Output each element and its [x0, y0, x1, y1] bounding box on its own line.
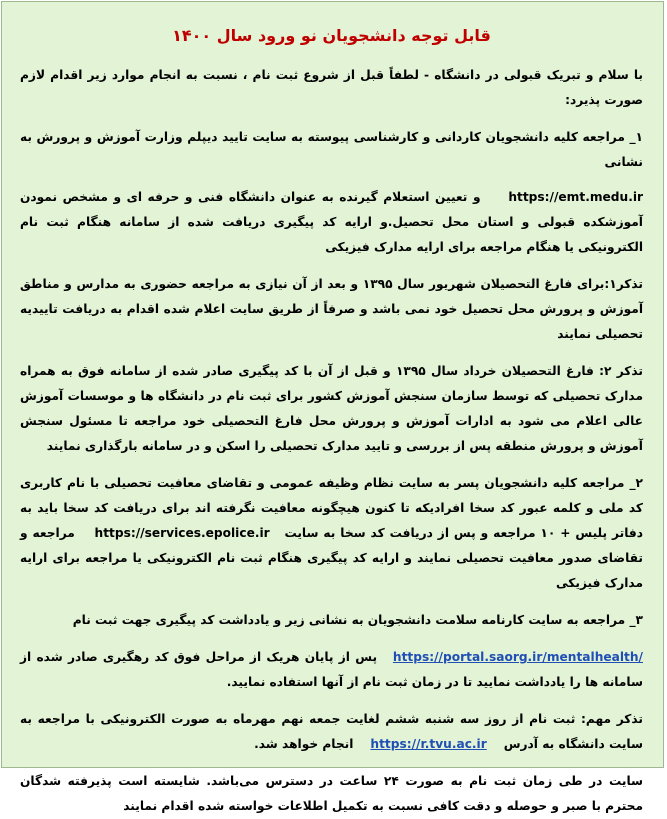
intro-paragraph: با سلام و تبریک قبولی در دانشگاه - لطفاً قبل از شروع ثبت نام ، نسبت به انجام موارد زیر اقدام لازم صورت پذیرد:	[20, 68, 643, 107]
announcement-panel	[1, 1, 664, 813]
important-after: انجام خواهد شد.	[254, 737, 354, 751]
item2-before: ۲_ مراجعه کلیه دانشجویان پسر به سایت نظام وظیفه عمومی و تقاضای معافیت تحصیلی با نام کاربری کد ملی و کلمه عبور کد سخا افرادیکه تا کنون هیچگونه معافیت نگرفته اند برای دریافت کد سخا باید به دفاتر پلیس + ۱۰ مراجعه و پس از دریافت کد سخا به سایت	[20, 476, 643, 540]
item3b-paragraph	[20, 645, 643, 695]
note2-paragraph: تذکر ۲: فارغ التحصیلان خرداد سال ۱۳۹۵ و قبل از آن با کد پیگیری صادر شده از سامانه فوق به همراه مدارک تحصیلی که توسط سازمان سنجش آموزش کشور برای ثبت نام در دانشگاه ها و موسسات آموزش عالی اعلام می شود به ادارات آموزش و پرورش محل فارغ التحصیلی خود مراجعه تا مسئول سنجش آموزش و پرورش منطقه پس از بررسی و تایید مدارک تحصیلی را اسکن و در سامانه بارگذاری نمایند	[20, 364, 643, 453]
epolice-url[interactable]: https://services.epolice.ir	[94, 526, 270, 540]
emt-url[interactable]: https://emt.medu.ir	[508, 190, 644, 204]
mentalhealth-link[interactable]: https://portal.saorg.ir/mentalhealth/	[392, 650, 643, 664]
item1-rest: و تعیین استعلام گیرنده به عنوان دانشگاه فنی و حرفه ای و مشخص نمودن آموزشکده قبولی و استان محل تحصیل.و ارایه کد پیگیری دریافت شده از سامانه هنگام ثبت نام الکترونیکی یا هنگام مراجعه برای ارایه مدارک فیزیکی	[20, 190, 643, 254]
item2-after: مراجعه و تقاضای صدور معافیت تحصیلی نمایند و ارایه کد پیگیری هنگام ثبت نام الکترونیکی یا مراجعه برای ارایه مدارک فیزیکی	[20, 526, 643, 590]
item3b-text: پس از پایان هریک از مراحل فوق کد رهگیری صادر شده از سامانه ها را یادداشت نمایید تا در زمان ثبت نام از آنها استفاده نمایید.	[20, 650, 643, 689]
item1-line1: ۱_ مراجعه کلیه دانشجویان کاردانی و کارشناسی پیوسته به سایت تایید دیپلم وزارت آموزش و پرورش به نشانی	[20, 130, 643, 169]
item3-paragraph: ۳_ مراجعه به سایت کارنامه سلامت دانشجویان به نشانی زیر و یادداشت کد پیگیری جهت ثبت نام	[72, 613, 643, 627]
item1-continued	[20, 185, 643, 260]
tvu-link[interactable]: https://r.tvu.ac.ir	[370, 737, 487, 751]
important-before: تذکر مهم: ثبت نام از روز سه شنبه ششم لغایت جمعه نهم مهرماه به صورت الکترونیکی با مراجعه به سایت دانشگاه به آدرس	[20, 712, 643, 751]
item1-paragraph	[20, 125, 643, 175]
closing-paragraph: سایت در طی زمان ثبت نام به صورت ۲۴ ساعت در دسترس می‌باشد. شایسته است پذیرفته شدگان محترم با صبر و حوصله و دقت کافی نسبت به تکمیل اطلاعات خواسته شده اقدام نمایند	[20, 774, 644, 813]
note1-paragraph: تذکر۱:برای فارغ التحصیلان شهریور سال ۱۳۹۵ و بعد از آن نیازی به مراجعه حضوری به مدارس و مناطق آموزش و پرورش محل تحصیل خود نمی باشد و صرفاً از طریق سایت اعلام شده اقدام به دریافت تاییدیه تحصیلی نمایند	[20, 277, 643, 341]
page-title: قابل توجه دانشجویان نو ورود سال ۱۴۰۰	[172, 26, 491, 45]
item2-paragraph	[20, 471, 643, 596]
important-paragraph	[20, 707, 643, 757]
